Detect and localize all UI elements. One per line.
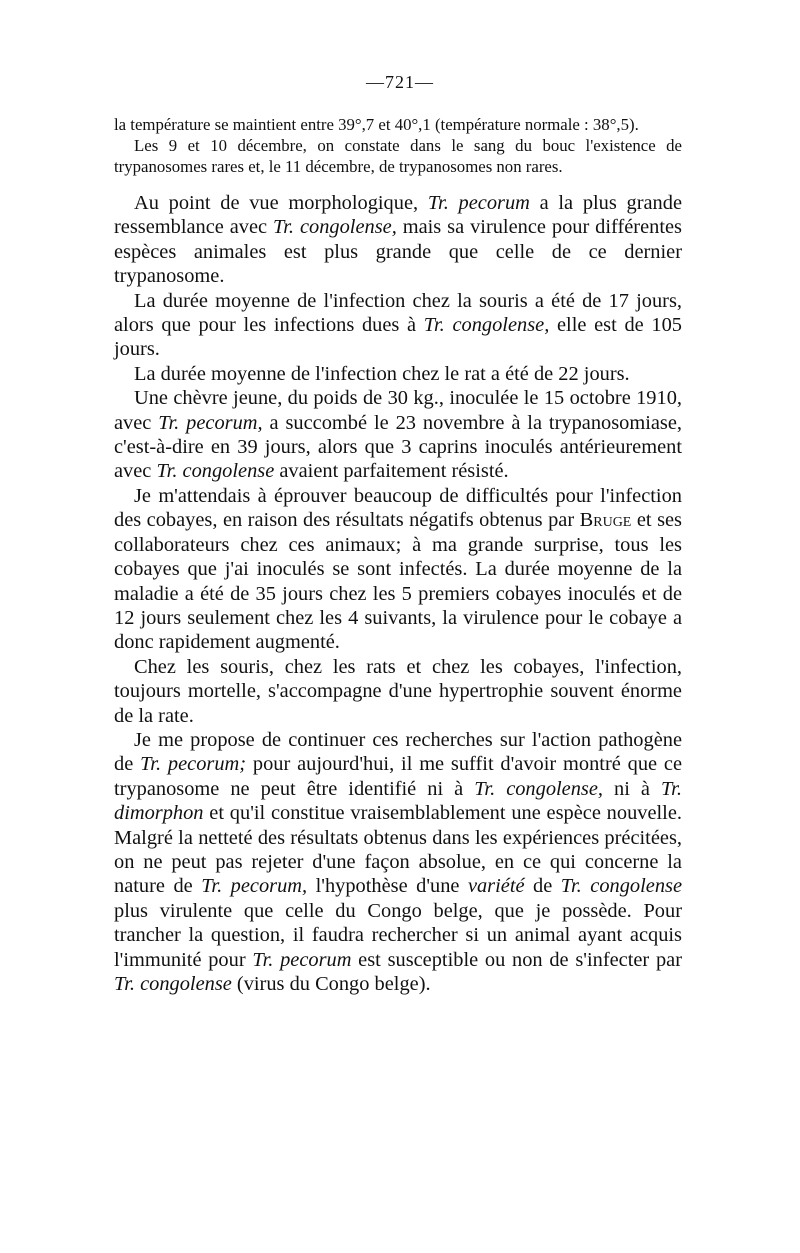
text-run: Je me propose de continuer ces recherches sur l'action pathogène de — [114, 728, 682, 776]
species-name: Tr. pecorum, — [201, 875, 308, 898]
text-run: Une chèvre jeune, du poids de 30 kg., inoculée le 15 octobre 1910, avec — [114, 387, 682, 434]
paragraph-guinea-pig-infection — [114, 484, 682, 655]
text-run: de — [524, 875, 561, 898]
text-run: avaient parfaitement résisté. — [274, 460, 509, 483]
text-run: La durée moyenne de l'infection chez le rat a été de 22 jours. — [134, 362, 630, 385]
text-run: a succombé le 23 novembre à la trypanosomiase, c'est-à-dire en 39 jours, alors que 3 caprins inoculés antérieurement avec — [114, 411, 682, 483]
species-name: Tr. congolense — [156, 460, 275, 483]
species-name: Tr. pecorum — [427, 192, 530, 214]
text-run: ni à — [603, 777, 661, 800]
text-run: et ses collaborateurs chez ces animaux; à ma grande surprise, tous les cobayes que j'ai inoculés se sont infectés. La durée moyenne de la maladie a été de 35 jours chez les 5 premiers cobayes inoculés et de 12 jours seulement chez les 4 suivants, la virulence pour le cobaye a donc rapidement augmenté. — [114, 509, 682, 654]
text-run: Je m'attendais à éprouver beaucoup de difficultés pour l'infection des cobayes, en raison des résultats négatifs obtenus par — [114, 484, 682, 532]
page-number: —721— — [366, 72, 434, 92]
paragraph-conclusion — [114, 728, 682, 996]
paragraph-rat-infection — [114, 362, 682, 386]
text-run: mais sa virulence pour différentes espèces animales est plus grande que celle de ce dernier trypanosome. — [114, 216, 682, 288]
author-name: Bruge — [579, 509, 632, 532]
main-text-block — [114, 191, 682, 996]
text-run: plus virulente que celle du Congo belge, que je possède. Pour trancher la question, il faudra rechercher si un animal ayant acquis l'immunité pour — [114, 899, 682, 971]
species-name: Tr. congolense, — [423, 314, 550, 337]
species-name: Tr. congolense — [560, 875, 683, 898]
paragraph-mouse-infection — [114, 289, 682, 362]
species-name: Tr. pecorum; — [140, 753, 247, 776]
text-run: pour aujourd'hui, il me suffit d'avoir montré que ce trypanosome ne peut être identifié ni à — [114, 753, 682, 800]
paragraph-morphology — [114, 191, 682, 289]
species-name: Tr. congolense, — [273, 216, 397, 239]
text-run: et qu'il constitue vraisemblablement une espèce nouvelle. Malgré la netteté des résultats obtenus dans les expériences précitées, on ne peut pas rejeter d'une façon absolue, en ce qui concerne la nature de — [114, 802, 682, 898]
species-name: Tr. pecorum, — [158, 411, 263, 434]
text-run: elle est de 105 jours. — [114, 314, 682, 361]
paragraph-goat-infection — [114, 386, 682, 484]
species-name: Tr. congolense, — [474, 777, 604, 800]
species-name: Tr. pecorum — [252, 948, 352, 971]
text-run: a la plus grande ressemblance avec — [114, 192, 683, 239]
paragraph-spleen-hypertrophy — [114, 655, 682, 728]
text-run: Au point de vue morphologique, — [134, 192, 428, 214]
text-run: Chez les souris, chez les rats et chez les cobayes, l'infection, toujours mortelle, s'accompagne d'une hypertrophie souvent énorme de la rate. — [114, 655, 682, 727]
species-name: Tr. dimorphon — [114, 777, 682, 825]
text-run: (virus du Congo belge). — [231, 973, 431, 995]
emphasis: variété — [467, 875, 525, 898]
species-name: Tr. congolense — [114, 973, 232, 995]
paragraph-temperature: la température se maintient entre 39°,7 et 40°,1 (température normale : 38°,5). — [114, 115, 639, 134]
paragraph-december-observation: Les 9 et 10 décembre, on constate dans le sang du bouc l'existence de trypanosomes rares et, le 11 décembre, de trypanosomes non rares. — [114, 136, 682, 176]
text-run: La durée moyenne de l'infection chez la souris a été de 17 jours, alors que pour les infections dues à — [114, 289, 682, 337]
small-print-block — [114, 114, 682, 177]
text-run: est susceptible ou non de s'infecter par — [351, 948, 682, 971]
text-run: l'hypothèse d'une — [307, 875, 468, 898]
